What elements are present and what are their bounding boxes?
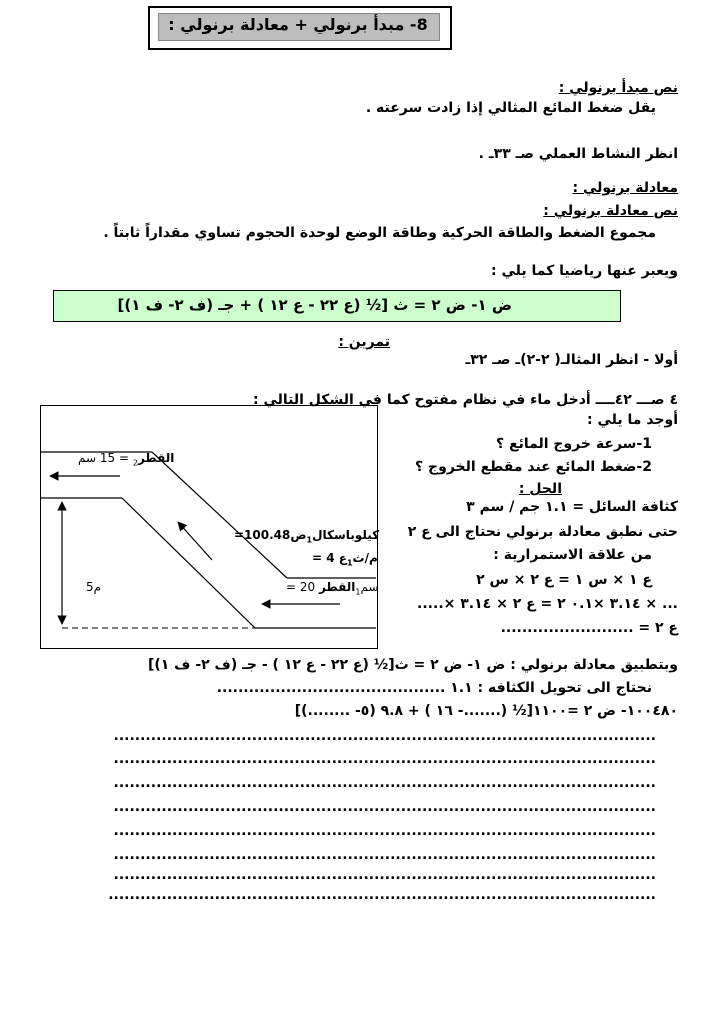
d2-text: القطر: [137, 451, 175, 465]
substitute-line: ١٠٠٤٨٠- ض ٢ =١١٠٠[½ (.......- ١٦ ) + ٩.٨ (٥- ........)]: [294, 703, 678, 719]
principle-text: يقل ضغط المائع المثالي إذا زادت سرعته .: [365, 100, 656, 116]
pipe-slope-upper: [152, 452, 287, 578]
activity-ref: انظر النشاط العملي صـ ٣٣ـ .: [478, 146, 678, 162]
continuity-eq1: ع ١ × س ١ = ع ٢ × س ٢: [476, 572, 652, 588]
blank-line: ......................................................................................................: [113, 867, 656, 883]
convert-line: نحتاج الى تحويل الكثافه : ١.١ ...........................................: [216, 680, 652, 696]
equation-text: مجموع الضغط والطاقة الحركية وطاقة الوضع لوحدة الحجوم تساوي مقداراً ثابتاً .: [103, 225, 656, 241]
exercise-line2: ٤ صـــ ٤٢ــــ أدخل ماء في نظام مفتوح كما في الشكل التالي :: [253, 392, 678, 408]
blank-line: ......................................................................................................: [113, 847, 656, 863]
d1-sub: 1: [355, 587, 361, 597]
p1-sub: 1: [306, 535, 313, 545]
continuity-eq3: ع ٢ = .........................: [500, 620, 678, 636]
exercise-heading: تمرين :: [338, 334, 390, 350]
p1-text: ض: [290, 528, 307, 542]
d1-label: [286, 580, 379, 596]
blank-line: .......................................................................................................: [108, 887, 656, 903]
d1-value: = 20 سم: [286, 580, 379, 594]
blank-line: ......................................................................................................: [113, 775, 656, 791]
equation-heading: معادلة برنولي :: [572, 180, 678, 196]
blank-line: ......................................................................................................: [113, 823, 656, 839]
principle-heading: نص مبدأ برنولي :: [558, 80, 678, 96]
find-label: أوجد ما يلي :: [587, 412, 678, 428]
v1-label: [312, 551, 378, 567]
d2-value: = 15 سم: [78, 451, 130, 465]
formula-text: ض ١- ض ٢ = ث [½ (ع ٢٢ - ع ١٢ ) + جـ (ف ٢- ف ١)]: [117, 296, 512, 314]
p1-label: [234, 528, 379, 544]
blank-line: ......................................................................................................: [113, 751, 656, 767]
d2-label: [78, 451, 174, 467]
exercise-line1: أولا - انظر المثالـ( ٢-٢)ـ صـ ٣٢ـ: [465, 352, 678, 368]
apply-line: وبتطبيق معادلة برنولي : ض ١- ض ٢ = ث[½ (ع ٢٢ - ع ١٢ ) - جـ (ف ٢- ف ١)]: [147, 657, 678, 673]
v1-value: = 4 م/ث: [312, 551, 378, 565]
question-2: 2-ضغط المائع عند مقطع الخروج ؟: [415, 459, 652, 475]
height-label: 5م: [86, 580, 102, 594]
flow-arrow: [178, 522, 212, 560]
question-1: 1-سرعة خروج المائع ؟: [496, 436, 652, 452]
continuity-eq2: ... × ٣.١٤ ×٠.١ ٢ = ع ٢ × ٣.١٤ ×.....: [417, 596, 678, 612]
blank-line: ......................................................................................................: [113, 728, 656, 744]
blank-line: ......................................................................................................: [113, 799, 656, 815]
pipe-slope-lower: [122, 498, 255, 628]
page-title: 8- مبدأ برنولي + معادلة برنولي :: [168, 15, 428, 34]
to-apply-line: حتى نطبق معادلة برنولي نحتاج الى ع ٢: [407, 524, 678, 540]
d2-sub: 2: [132, 458, 138, 468]
continuity-line: من علاقة الاستمرارية :: [493, 547, 652, 563]
math-intro: ويعبر عنها رياضيا كما يلي :: [490, 263, 678, 279]
d1-text: القطر: [318, 580, 356, 594]
v1-sub: 1: [346, 558, 353, 568]
solution-heading: الحل :: [518, 481, 562, 497]
equation-text-heading: نص معادلة برنولي :: [543, 203, 678, 219]
p1-value: =100.48كيلوباسكال: [234, 528, 380, 542]
v1-text: ع: [338, 551, 347, 565]
density-line: كثافة السائل = ١.١ جم / سم ٣: [466, 499, 678, 515]
